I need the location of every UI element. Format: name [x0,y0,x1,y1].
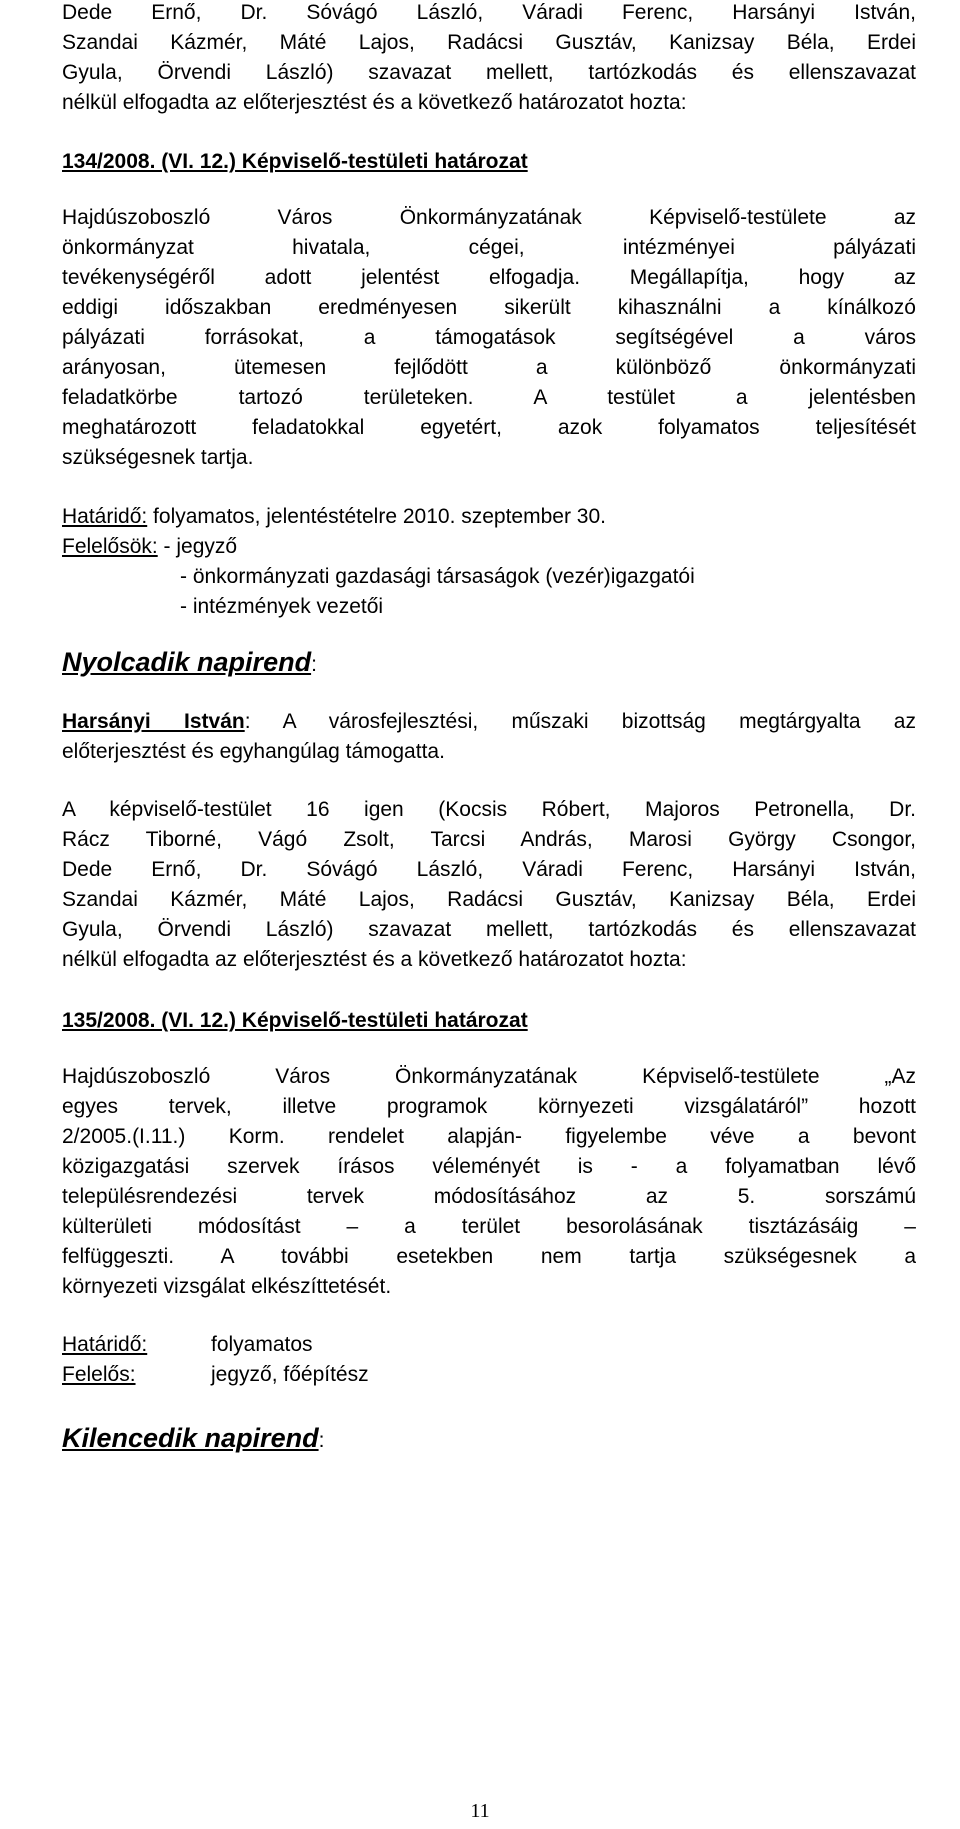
paragraph-line: Szandai Kázmér, Máté Lajos, Radácsi Gusztáv, Kanizsay Béla, Erdei [62,31,916,54]
agenda-heading: Kilencedik napirend [62,1423,319,1453]
responsible-label: Felelős: [62,1363,136,1386]
deadline-value: folyamatos [211,1333,313,1356]
responsible-value: - jegyző [157,535,238,558]
responsible-value: jegyző, főépítész [211,1363,369,1386]
paragraph-line: egyes tervek, illetve programok környezeti vizsgálatáról” hozott [62,1095,916,1118]
paragraph-line: felfüggeszti. A további esetekben nem tartja szükségesnek a [62,1245,916,1268]
paragraph-line: közigazgatási szervek írásos véleményét is - a folyamatban lévő [62,1155,916,1178]
paragraph-line: feladatkörbe tartozó területeken. A testület a jelentésben [62,386,916,409]
paragraph-line: Gyula, Örvendi László) szavazat mellett, tartózkodás és ellenszavazat [62,61,916,84]
paragraph-line: A képviselő-testület 16 igen (Kocsis Róbert, Majoros Petronella, Dr. [62,798,916,821]
agenda-8-heading [62,642,916,682]
resolution-135-title [62,1006,916,1036]
paragraph-line: 2/2005.(I.11.) Korm. rendelet alapján- figyelembe véve a bevont [62,1125,916,1148]
paragraph-line: tevékenységéről adott jelentést elfogadja. Megállapítja, hogy az [62,266,916,289]
statement-text: : A városfejlesztési, műszaki bizottság megtárgyalta az [244,710,916,733]
paragraph-line: Rácz Tiborné, Vágó Zsolt, Tarcsi András, Marosi György Csongor, [62,828,916,851]
committee-statement [62,707,916,767]
paragraph-line: meghatározott feladatokkal egyetért, azok folyamatos teljesítését [62,416,916,439]
paragraph-line: arányosan, ütemesen fejlődött a különböző önkormányzati [62,356,916,379]
resolution-title: Képviselő-testületi határozat [235,1009,528,1032]
resolution-135-body [62,1062,916,1302]
paragraph-line: településrendezési tervek módosításához az 5. sorszámú [62,1185,916,1208]
responsible-label: Felelősök: [62,535,158,558]
agenda-9-heading [62,1418,916,1458]
deadline-label: Határidő: [62,505,148,528]
heading-colon: : [311,653,317,676]
paragraph-line: nélkül elfogadta az előterjesztést és a következő határozatot hozta: [62,948,687,971]
resolution-135-deadline [62,1330,916,1390]
resolution-number: 135/2008. (VI. 12.) [62,1009,236,1032]
heading-colon: : [318,1429,325,1452]
resolution-134-deadline [62,502,916,622]
page-number: 11 [470,1800,490,1822]
paragraph-line: Szandai Kázmér, Máté Lajos, Radácsi Gusztáv, Kanizsay Béla, Erdei [62,888,916,911]
paragraph-line: előterjesztést és egyhangúlag támogatta. [62,740,445,763]
resolution-title: Képviselő-testületi határozat [235,150,528,173]
paragraph-line: pályázati forrásokat, a támogatások segítségével a város [62,326,916,349]
paragraph-line: Hajdúszoboszló Város Önkormányzatának Képviselő-testülete „Az [62,1065,916,1088]
responsible-item: - intézmények vezetői [180,595,384,618]
agenda-heading: Nyolcadik napirend [62,647,312,677]
paragraph-line: Dede Ernő, Dr. Sóvágó László, Váradi Ferenc, Harsányi István, [62,1,916,24]
deadline-label: Határidő: [62,1333,148,1356]
paragraph-line: Gyula, Örvendi László) szavazat mellett, tartózkodás és ellenszavazat [62,918,916,941]
paragraph-line: eddigi időszakban eredményesen sikerült kihasználni a kínálkozó [62,296,916,319]
paragraph-line: Hajdúszoboszló Város Önkormányzatának Képviselő-testülete az [62,206,916,229]
paragraph-line: szükségesnek tartja. [62,446,254,469]
vote-paragraph [62,795,916,975]
responsible-item: - önkormányzati gazdasági társaságok (vezér)igazgatói [180,565,695,588]
resolution-134-body [62,203,916,473]
paragraph-line: önkormányzat hivatala, cégei, intézményei pályázati [62,236,916,259]
resolution-number: 134/2008. (VI. 12.) [62,150,236,173]
vote-paragraph-top [62,0,916,118]
paragraph-line: külterületi módosítást – a terület besorolásának tisztázásáig – [62,1215,916,1238]
paragraph-line: Dede Ernő, Dr. Sóvágó László, Váradi Ferenc, Harsányi István, [62,858,916,881]
deadline-value: folyamatos, jelentéstételre 2010. szeptember 30. [147,505,606,528]
paragraph-line: nélkül elfogadta az előterjesztést és a következő határozatot hozta: [62,91,687,114]
paragraph-line: környezeti vizsgálat elkészíttetését. [62,1275,392,1298]
resolution-134-title [62,147,916,177]
speaker-name: Harsányi István [62,710,245,733]
